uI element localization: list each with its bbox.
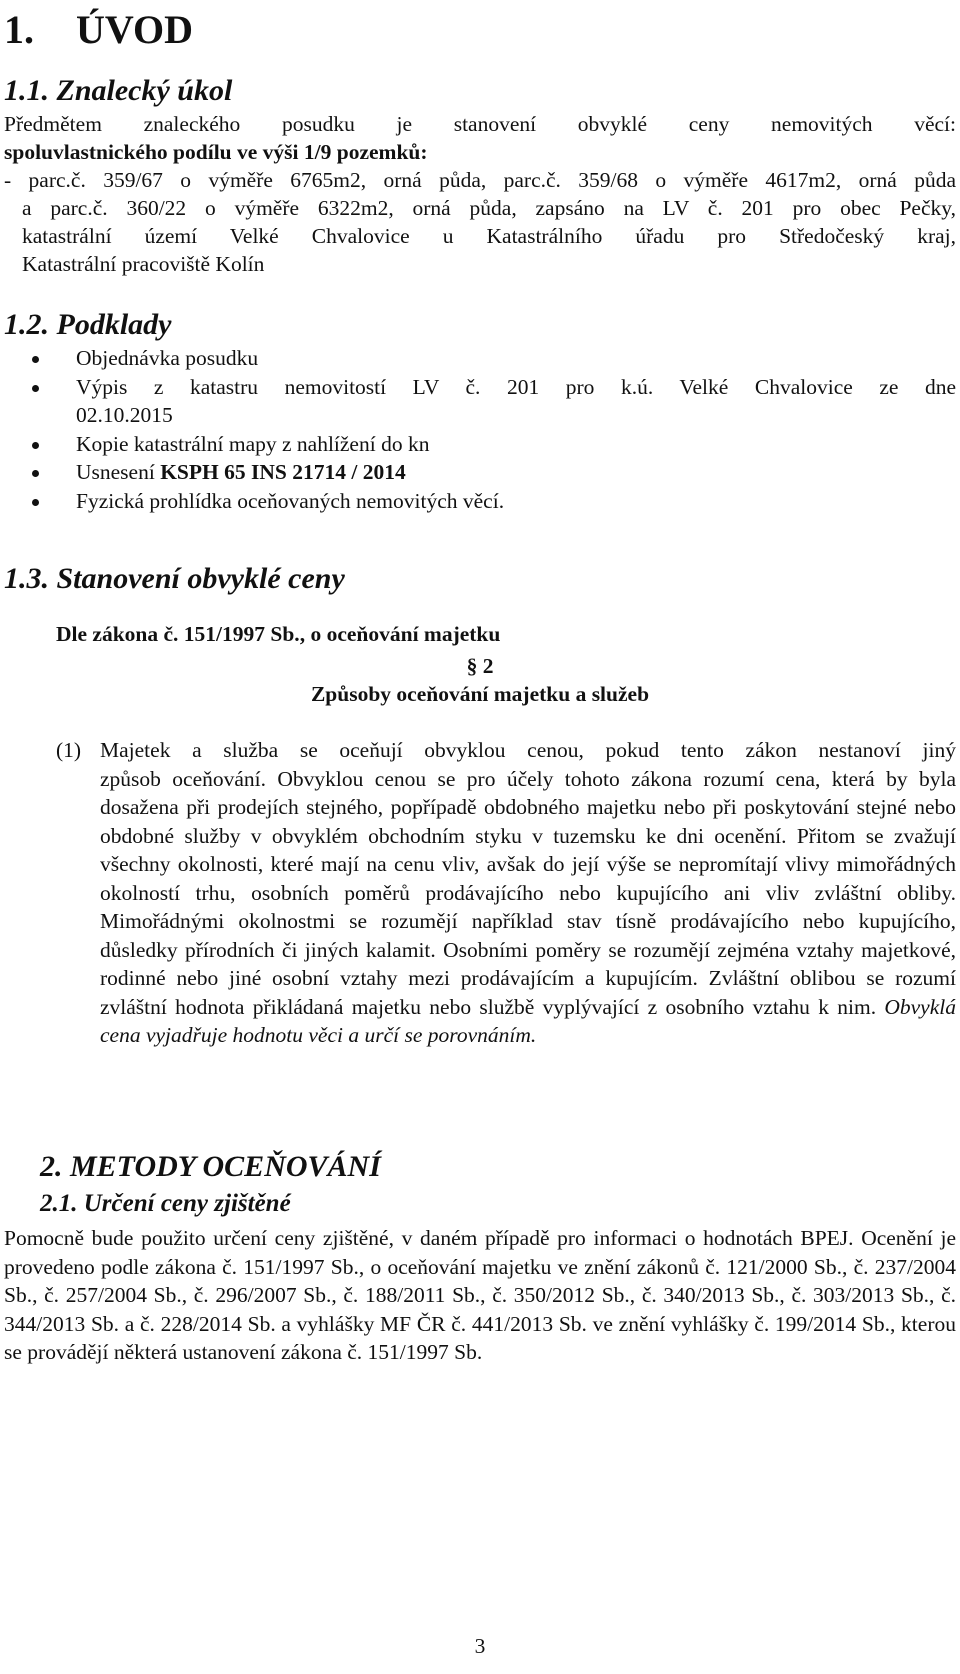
list-item-text: Kopie katastrální mapy z nahlížení do kn bbox=[76, 431, 430, 456]
list-item bbox=[30, 344, 956, 373]
task-line-4: a parc.č. 360/22 o výměře 6322m2, orná půda, zapsáno na LV č. 201 pro obec Pečky, bbox=[22, 196, 956, 220]
law-subject: , o oceňování majetku bbox=[299, 622, 501, 646]
clause-italic: Obvyklá cena vyjadřuje hodnotu věci a určí se porovnáním. bbox=[100, 994, 956, 1047]
law-name: Dle zákona č. 151/1997 Sb. bbox=[56, 622, 300, 646]
paragraph-title: Způsoby oceňování majetku a služeb bbox=[310, 682, 650, 706]
list-item-text: Objednávka posudku bbox=[76, 346, 259, 370]
list-item-text-cont: 02.10.2015 bbox=[76, 403, 173, 427]
section-heading-1-1: 1.1. Znalecký úkol bbox=[4, 74, 233, 107]
bullet-icon bbox=[32, 385, 39, 392]
list-item bbox=[30, 458, 956, 487]
list-item bbox=[30, 430, 956, 459]
bullet-icon bbox=[32, 470, 39, 477]
case-number: KSPH 65 INS 21714 / 2014 bbox=[160, 460, 406, 484]
law-reference bbox=[56, 620, 500, 649]
paragraph-sign: § 2 bbox=[466, 654, 494, 678]
list-item-text: Fyzická prohlídka oceňovaných nemovitých věcí. bbox=[76, 488, 505, 513]
list-item-text: Výpis z katastru nemovitostí LV č. 201 pro k.ú. Velké Chvalovice ze dne bbox=[76, 374, 956, 399]
task-line-6: Katastrální pracoviště Kolín bbox=[22, 252, 265, 276]
chapter-number: 1. bbox=[4, 7, 34, 52]
bullet-icon bbox=[32, 356, 39, 363]
clause-label: (1) bbox=[56, 738, 82, 762]
task-line-3: - parc.č. 359/67 o výměře 6765m2, orná půda, parc.č. 359/68 o výměře 4617m2, orná půda bbox=[4, 168, 956, 192]
task-line-2: spoluvlastnického podílu ve výši 1/9 pozemků: bbox=[4, 140, 428, 164]
section-heading-2-1: 2.1. Určení ceny zjištěné bbox=[40, 1190, 291, 1217]
clause-text bbox=[100, 765, 956, 1050]
bullet-icon bbox=[32, 442, 39, 449]
task-line-5: katastrální území Velké Chvalovice u Katastrálního úřadu pro Středočeský kraj, bbox=[22, 224, 956, 248]
section-heading-1-3: 1.3. Stanovení obvyklé ceny bbox=[4, 562, 345, 595]
law-clause bbox=[56, 736, 956, 1050]
clause-body: způsob oceňování. Obvyklou cenou se pro účely tohoto zákona rozumí cena, která by byla dosažena při prodejích stejného, popřípadě obdobného majetku nebo při poskytování stejné nebo obdobné služby v obvyklém obchodním styku v tuzemsku ke dni ocenění. Přitom se zvažují všechny okolnosti, které mají na cenu vliv, avšak do její výše se nepromítají vlivy mimořádných okolností trhu, osobních poměrů prodávajícího nebo kupujícího ani vliv zvláštní obliby. Mimořádnými okolnostmi se rozumějí například stav tísně prodávajícího nebo kupujícího, důsledky přírodních či jiných kalamit. Osobními poměry se rozumějí zejména vztahy majetkové, rodinné nebo jiné osobní vztahy mezi prodávajícím a kupujícím. Zvláštní oblibou se rozumí zvláštní hodnota přikládaná majetku nebo službě vyplývající z osobního vztahu k nim. bbox=[100, 766, 956, 1019]
sources-list bbox=[30, 344, 956, 515]
list-item-text: Usnesení bbox=[76, 460, 161, 484]
clause-first-line: Majetek a služba se oceňují obvyklou cenou, pokud tento zákon nestanoví jiný bbox=[100, 738, 956, 762]
list-item bbox=[30, 487, 956, 516]
chapter-heading bbox=[4, 6, 193, 54]
chapter-title: ÚVOD bbox=[76, 7, 193, 52]
bullet-icon bbox=[32, 499, 39, 506]
list-item bbox=[30, 373, 956, 430]
section-heading-1-2: 1.2. Podklady bbox=[4, 308, 172, 341]
page-number: 3 bbox=[474, 1634, 486, 1658]
methods-paragraph: Pomocně bude použito určení ceny zjištěné, v daném případě pro informaci o hodnotách BPEJ. Ocenění je provedeno podle zákona č. 151/1997 Sb., o oceňování majetku ve znění zákonů č. 121/2000 Sb., č. 237/2004 Sb., č. 257/2004 Sb., č. 296/2007 Sb., č. 188/2011 Sb., č. 350/2012 Sb., č. 340/2013 Sb., č. 303/2013 Sb., č. 344/2013 Sb. a č. 228/2014 Sb. a vyhlášky MF ČR č. 441/2013 Sb. ve znění vyhlášky č. 199/2014 Sb., kterou se provádějí některá ustanovení zákona č. 151/1997 Sb. bbox=[4, 1226, 956, 1364]
chapter-heading-2: 2. METODY OCEŇOVÁNÍ bbox=[40, 1150, 381, 1183]
task-line-1: Předmětem znaleckého posudku je stanovení obvyklé ceny nemovitých věcí: bbox=[4, 112, 956, 136]
